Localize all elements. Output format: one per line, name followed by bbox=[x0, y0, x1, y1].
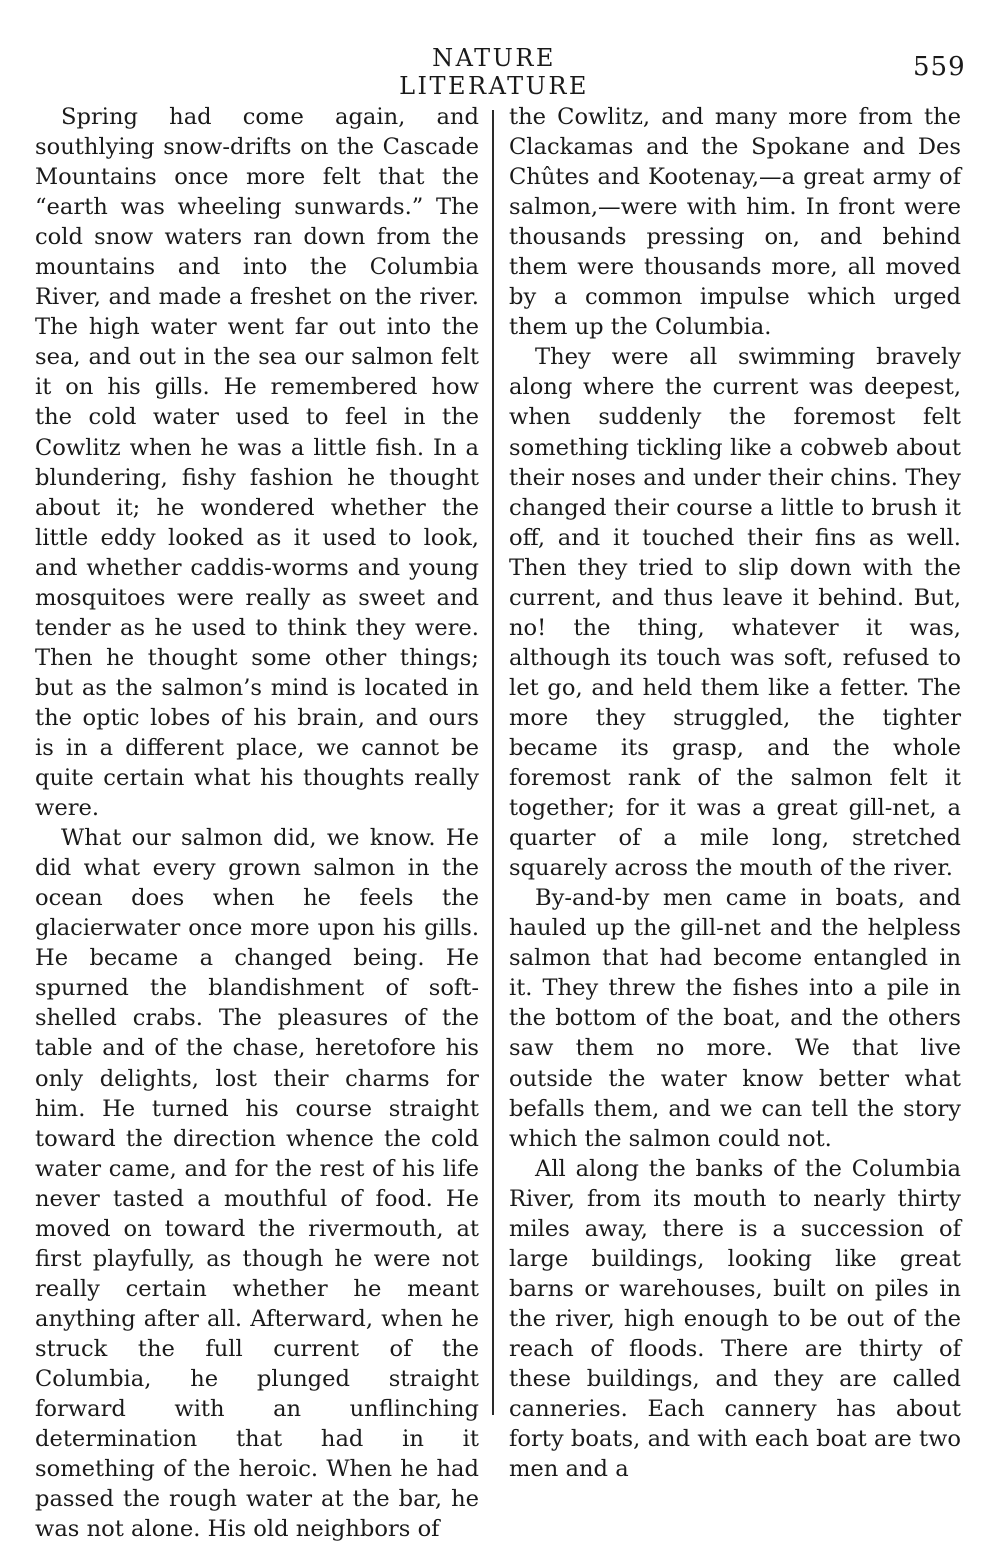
paragraph: By-and-by men came in boats, and hauled up the gill-net and the helpless salmon that had become entangled in it. They threw the fishes into a pile in the bottom of the boat, and the others saw them no more. We that live outside the water know better what befalls them, and we can tell the story which the salmon could not. bbox=[509, 885, 961, 1152]
paragraph: What our salmon did, we know. He did what every grown salmon in the ocean does when he feels the glacierwater once more upon his gills. He became a changed being. He spurned the blandishment of soft-shelled crabs. The pleasures of the table and of the chase, heretofore his only delights, lost their charms for him. He turned his course straight toward the direction whence the cold water came, and for the rest of his life never tasted a mouthful of food. He moved on toward the rivermouth, at first playfully, as though he were not really certain whether he meant anything after all. Afterward, when he struck the full current of the Columbia, he plunged straight forward with an unflinching determination that had in it something of the heroic. When he had passed the rough water at the bar, he was not alone. His old neighbors of bbox=[35, 825, 479, 1543]
page-number: 559 bbox=[913, 52, 966, 82]
column-divider bbox=[492, 110, 494, 1415]
paragraph-continuation: the Cowlitz, and many more from the Clackamas and the Spokane and Des Chûtes and Kootenay,—a great army of salmon,—were with him. In front were thousands pressing on, and behind them were thousands more, all moved by a common impulse which urged them up the Columbia. bbox=[509, 104, 961, 341]
paragraph: All along the banks of the Columbia River, from its mouth to nearly thirty miles away, there is a succession of large buildings, looking like great barns or warehouses, built on piles in the river, high enough to be out of the reach of floods. There are thirty of these buildings, and they are called canneries. Each cannery has about forty boats, and with each boat are two men and a bbox=[509, 1155, 961, 1483]
paragraph: Spring had come again, and southlying snow-drifts on the Cascade Mountains once more felt that the “earth was wheeling sunwards.” The cold snow waters ran down from the mountains and into the Columbia River, and made a freshet on the river. The high water went far out into the sea, and out in the sea our salmon felt it on his gills. He remembered how the cold water used to feel in the Cowlitz when he was a little fish. In a blundering, fishy fashion he thought about it; he wondered whether the little eddy looked as it used to look, and whether caddis-worms and young mosquitoes were really as sweet and tender as he used to think they were. Then he thought some other things; but as the salmon’s mind is located in the optic lobes of his brain, and ours is in a different place, we cannot be quite certain what his thoughts really were. bbox=[35, 104, 479, 822]
right-column bbox=[509, 102, 961, 1484]
running-title: NATURE LITERATURE bbox=[399, 44, 589, 100]
left-column bbox=[35, 102, 479, 1544]
paragraph: They were all swimming bravely along where the current was deepest, when suddenly the foremost felt something tickling like a cobweb about their noses and under their chins. They changed their course a little to brush it off, and it touched their fins as well. Then they tried to slip down with the current, and thus leave it behind. But, no! the thing, whatever it was, although its touch was soft, refused to let go, and held them like a fetter. The more they struggled, the tighter became its grasp, and the whole foremost rank of the salmon felt it together; for it was a great gill-net, a quarter of a mile long, stretched squarely across the mouth of the river. bbox=[509, 344, 961, 882]
